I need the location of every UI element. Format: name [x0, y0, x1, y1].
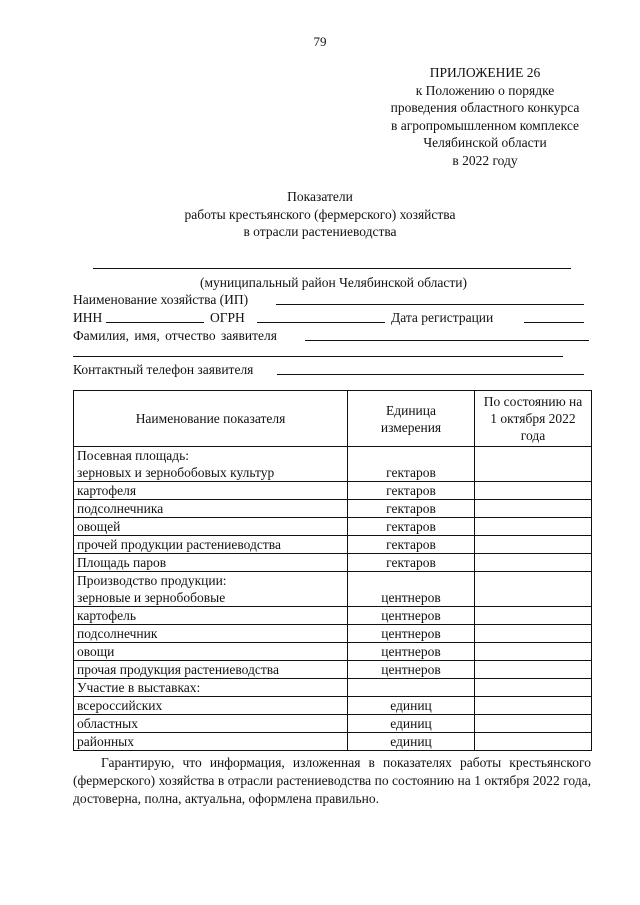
unit-cell: [348, 679, 475, 697]
unit-cell: центнеров: [348, 607, 475, 625]
indicator-name-cell: [74, 518, 348, 536]
unit-cell: единиц: [348, 715, 475, 733]
appendix-line: проведения областного конкурса: [390, 100, 580, 115]
indicator-name: овощей: [77, 519, 121, 534]
phone-field[interactable]: [277, 374, 584, 375]
value-input-cell[interactable]: [475, 643, 592, 661]
ogrn-label: ОГРН: [210, 310, 245, 325]
value-input-cell[interactable]: [475, 715, 592, 733]
indicator-name-cell: [74, 536, 348, 554]
table-row: [74, 518, 592, 536]
indicator-name: Участие в выставках:: [77, 680, 201, 695]
value-input-cell[interactable]: [475, 447, 592, 482]
applicant-name-field-extra[interactable]: [73, 356, 563, 357]
indicator-name: прочей продукции растениеводства: [77, 537, 281, 552]
indicator-name: областных: [77, 716, 138, 731]
unit-cell: гектаров: [348, 500, 475, 518]
appendix-line: в агропромышленном комплексе: [390, 117, 580, 133]
indicator-name: Посевная площадь:: [77, 448, 190, 463]
unit-cell: гектаров: [348, 482, 475, 500]
phone-label: Контактный телефон заявителя: [73, 362, 254, 377]
table-row: [74, 697, 592, 715]
indicator-name-cell: [74, 643, 348, 661]
value-input-cell[interactable]: [475, 572, 592, 607]
indicator-name-cell: [74, 733, 348, 751]
indicator-name-continuation: зерновых и зернобобовых культур: [77, 465, 275, 480]
table-row: [74, 625, 592, 643]
indicator-name-cell: [74, 447, 348, 482]
indicator-name: овощи: [77, 644, 115, 659]
unit-cell: гектаров: [348, 536, 475, 554]
registration-date-field[interactable]: [524, 322, 584, 323]
value-input-cell[interactable]: [475, 661, 592, 679]
farm-name-label: Наименование хозяйства (ИП): [73, 292, 249, 307]
indicator-name-cell: [74, 625, 348, 643]
municipality-field[interactable]: [93, 268, 571, 269]
indicator-name-cell: [74, 607, 348, 625]
table-row: [74, 643, 592, 661]
header-value-date: По состоянию на 1 октября 2022 года: [475, 391, 592, 447]
unit-cell: единиц: [348, 733, 475, 751]
indicator-name: картофеля: [77, 483, 137, 498]
table-row: [74, 733, 592, 751]
value-input-cell[interactable]: [475, 625, 592, 643]
value-input-cell[interactable]: [475, 500, 592, 518]
table-row: [74, 447, 592, 482]
value-input-cell[interactable]: [475, 733, 592, 751]
header-indicator-name: Наименование показателя: [74, 391, 348, 447]
indicator-name-cell: [74, 500, 348, 518]
table-row: [74, 661, 592, 679]
unit-cell: центнеров: [348, 661, 475, 679]
inn-field[interactable]: [106, 322, 204, 323]
indicator-name: картофель: [77, 608, 137, 623]
unit-cell: центнеров: [348, 643, 475, 661]
guarantee-statement: Гарантирую, что информация, изложенная в показателях работы крестьянского (фермерского) хозяйства в отрасли растениеводства по состоянию на 1 октября 2022 года, достоверна, полна, актуальна, оформлена правильно.: [73, 755, 591, 806]
title-line: работы крестьянского (фермерского) хозяйства: [184, 206, 456, 222]
unit-cell: центнеров: [348, 625, 475, 643]
indicator-name-continuation: зерновые и зернобобовые: [77, 590, 226, 605]
indicator-name-cell: [74, 554, 348, 572]
table-row: [74, 679, 592, 697]
farm-name-field[interactable]: [276, 304, 584, 305]
value-input-cell[interactable]: [475, 679, 592, 697]
applicant-name-label: Фамилия, имя, отчество заявителя: [73, 328, 277, 343]
table-row: [74, 554, 592, 572]
appendix-header: [355, 64, 615, 169]
appendix-line: к Положению о порядке: [415, 82, 555, 98]
table-row: [74, 572, 592, 607]
ogrn-field[interactable]: [257, 322, 385, 323]
indicator-name-cell: [74, 679, 348, 697]
indicator-name-cell: [74, 697, 348, 715]
indicator-name: подсолнечника: [77, 501, 164, 516]
indicator-name: подсолнечник: [77, 626, 158, 641]
value-input-cell[interactable]: [475, 518, 592, 536]
unit-cell: центнеров: [348, 572, 475, 607]
indicator-name: районных: [77, 734, 134, 749]
indicator-name: Площадь паров: [77, 555, 167, 570]
table-row: [74, 536, 592, 554]
indicators-table: [73, 390, 592, 751]
unit-cell: гектаров: [348, 447, 475, 482]
unit-cell: гектаров: [348, 518, 475, 536]
table-header-row: [74, 391, 592, 447]
appendix-line: в 2022 году: [452, 152, 518, 168]
header-unit: Единица измерения: [348, 391, 475, 447]
registration-date-label: Дата регистрации: [391, 310, 494, 325]
indicator-name-cell: [74, 661, 348, 679]
indicator-name: Производство продукции:: [77, 573, 227, 588]
value-input-cell[interactable]: [475, 607, 592, 625]
value-input-cell[interactable]: [475, 536, 592, 554]
appendix-line: ПРИЛОЖЕНИЕ 26: [429, 65, 541, 80]
indicator-name-cell: [74, 482, 348, 500]
table-row: [74, 482, 592, 500]
document-title: [120, 188, 520, 241]
table-row: [74, 607, 592, 625]
indicator-name-cell: [74, 715, 348, 733]
unit-cell: единиц: [348, 697, 475, 715]
value-input-cell[interactable]: [475, 697, 592, 715]
value-input-cell[interactable]: [475, 554, 592, 572]
applicant-name-field[interactable]: [305, 340, 589, 341]
unit-cell: гектаров: [348, 554, 475, 572]
table-row: [74, 715, 592, 733]
indicator-name: всероссийских: [77, 698, 163, 713]
title-line: Показатели: [287, 189, 353, 204]
table-row: [74, 500, 592, 518]
value-input-cell[interactable]: [475, 482, 592, 500]
title-line: в отрасли растениеводства: [243, 224, 397, 239]
indicator-name: прочая продукция растениеводства: [77, 662, 279, 677]
indicator-name-cell: [74, 572, 348, 607]
municipality-caption: (муниципальный район Челябинской области): [200, 275, 467, 290]
appendix-line: Челябинской области: [423, 135, 547, 150]
page-number: 79: [313, 34, 327, 49]
inn-label: ИНН: [73, 310, 103, 325]
